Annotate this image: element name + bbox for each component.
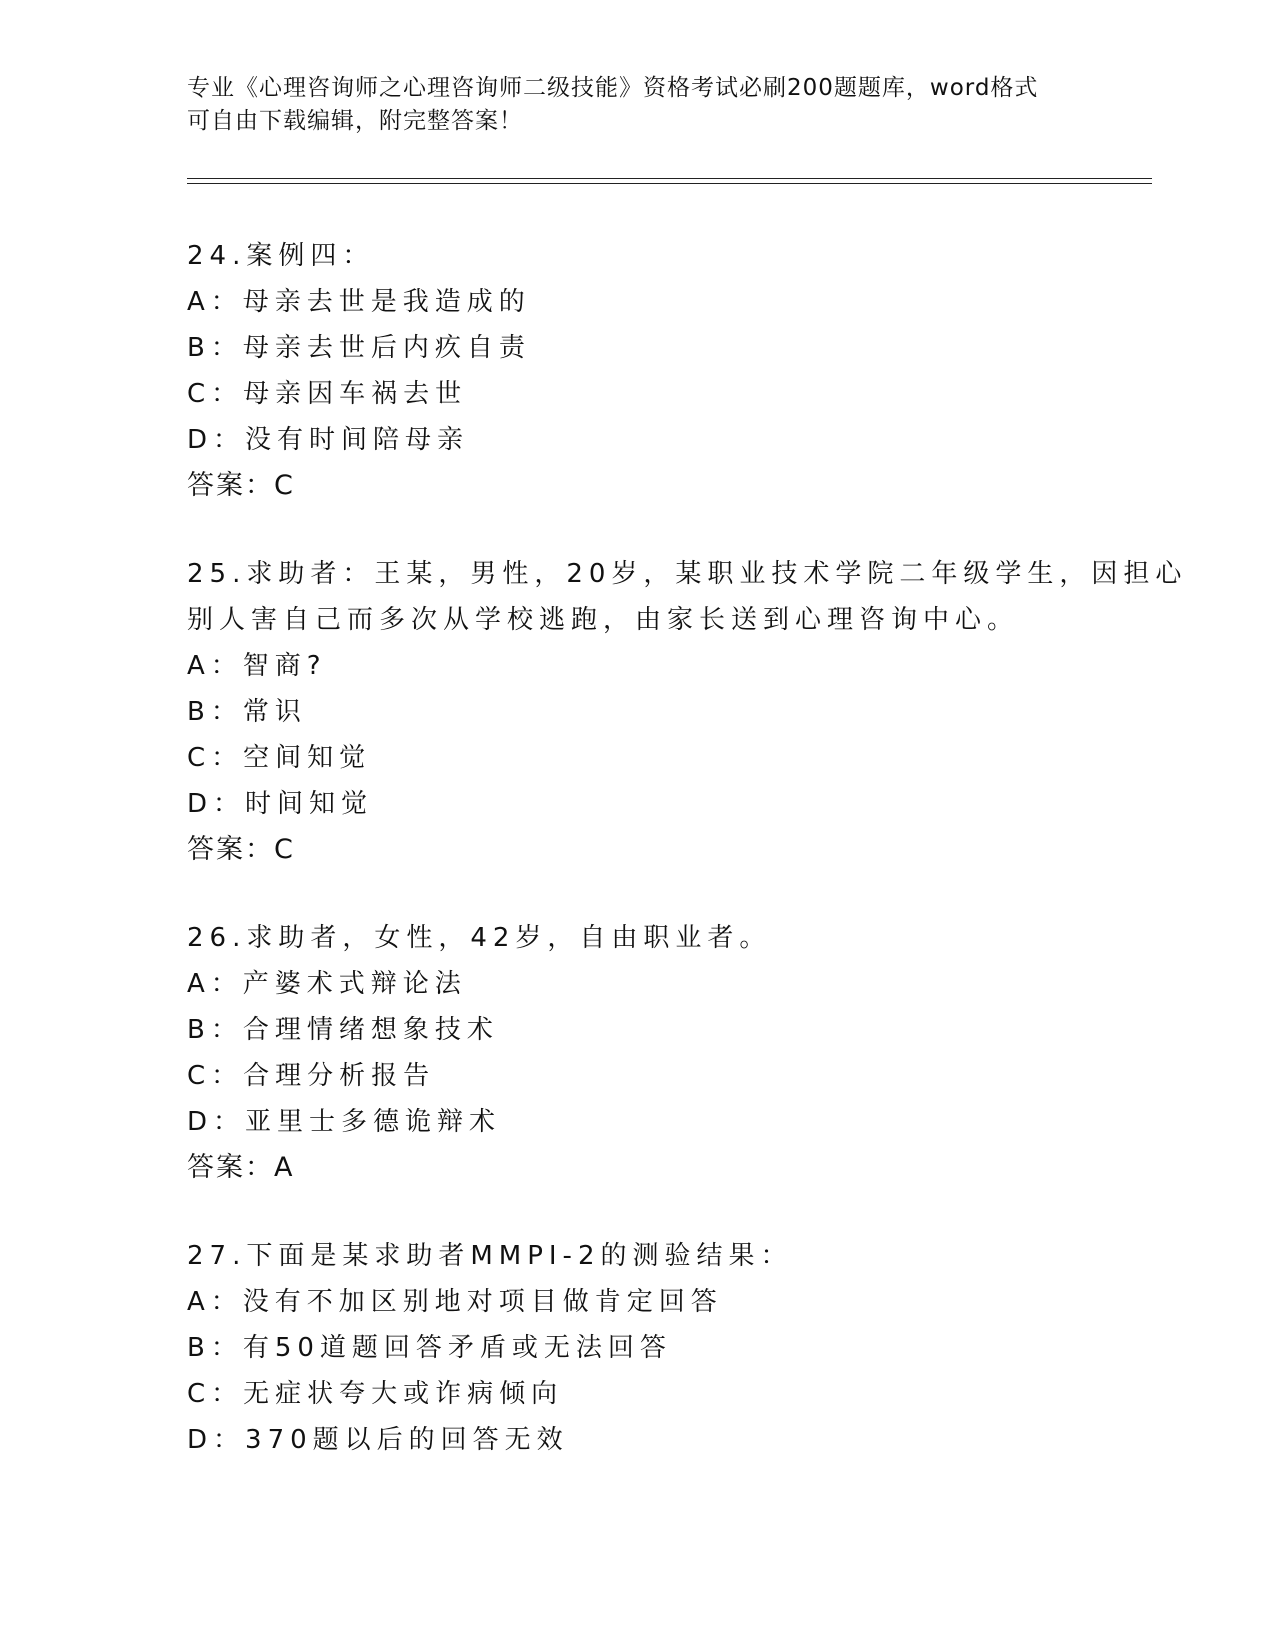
header-divider-bottom xyxy=(187,183,1152,184)
option-a: A：母亲去世是我造成的 xyxy=(187,287,531,317)
option-d: D：时间知觉 xyxy=(187,789,374,819)
option-c: C：无症状夸大或诈病倾向 xyxy=(187,1379,564,1409)
answer-text: 答案：C xyxy=(187,470,295,501)
question-27 xyxy=(187,1233,1107,1463)
option-b: B：常识 xyxy=(187,697,307,727)
option-c: C：空间知觉 xyxy=(187,743,372,773)
question-stem: 26.求助者，女性，42岁，自由职业者。 xyxy=(187,923,772,953)
header-divider-top xyxy=(187,178,1152,179)
option-c: C：合理分析报告 xyxy=(187,1061,436,1091)
document-header xyxy=(187,72,1087,138)
question-stem-continued: 别人害自己而多次从学校逃跑，由家长送到心理咨询中心。 xyxy=(187,605,1020,635)
answer-text: 答案：A xyxy=(187,1152,295,1183)
question-25 xyxy=(187,551,1188,873)
option-d: D：370题以后的回答无效 xyxy=(187,1425,569,1455)
option-b: B：合理情绪想象技术 xyxy=(187,1015,499,1045)
answer-text: 答案：C xyxy=(187,834,295,865)
question-list xyxy=(187,233,1188,1505)
header-line-2: 可自由下载编辑，附完整答案！ xyxy=(187,108,523,134)
question-24 xyxy=(187,233,1107,509)
header-line-1: 专业《心理咨询师之心理咨询师二级技能》资格考试必刷200题题库，word格式 xyxy=(187,75,1039,101)
question-stem: 25.求助者：王某，男性，20岁，某职业技术学院二年级学生，因担心 xyxy=(187,559,1188,589)
question-stem: 27.下面是某求助者MMPI-2的测验结果： xyxy=(187,1241,793,1271)
option-b: B：有50道题回答矛盾或无法回答 xyxy=(187,1333,672,1363)
option-d: D：没有时间陪母亲 xyxy=(187,425,470,455)
question-stem: 24.案例四： xyxy=(187,241,375,271)
option-d: D：亚里士多德诡辩术 xyxy=(187,1107,502,1137)
option-a: A：没有不加区别地对项目做肯定回答 xyxy=(187,1287,723,1317)
option-a: A：智商? xyxy=(187,651,327,681)
option-a: A：产婆术式辩论法 xyxy=(187,969,467,999)
option-c: C：母亲因车祸去世 xyxy=(187,379,468,409)
question-26 xyxy=(187,915,1107,1191)
option-b: B：母亲去世后内疚自责 xyxy=(187,333,531,363)
